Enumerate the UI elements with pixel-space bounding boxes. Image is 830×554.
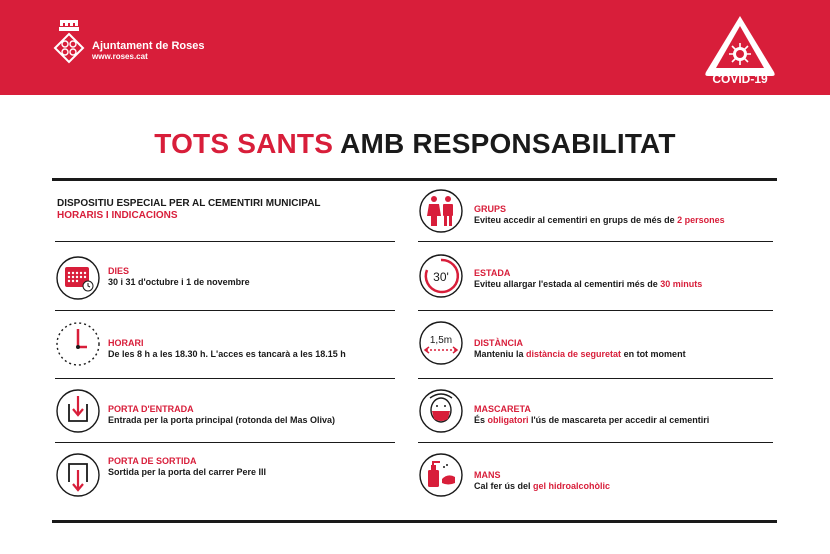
divider [55,310,395,311]
title-black: AMB RESPONSABILITAT [340,128,676,159]
info-heading: MASCARETA [474,404,531,414]
info-text [474,404,794,426]
info-heading: DISTÀNCIA [474,338,523,348]
info-body [474,415,794,426]
info-body-highlight: gel hidroalcohòlic [533,481,611,491]
info-heading: MANS [474,470,501,480]
info-text [108,456,428,478]
info-body-pre: Manteniu la [474,349,527,359]
info-body-highlight: obligatori [487,415,529,425]
coat-of-arms-icon [52,18,86,68]
divider [55,378,395,379]
info-heading: PORTA DE SORTIDA [108,456,197,466]
header-banner [0,0,830,95]
intro-line-2: HORARIS I INDICACIONS [57,210,178,221]
page-title [0,128,830,160]
info-body-post: l'ús de mascareta per accedir al cementiri [528,415,710,425]
info-body: 30 i 31 d'octubre i 1 de novembre [108,277,250,287]
info-body-highlight: distància de seguretat [526,349,622,359]
info-body [474,481,794,492]
info-body: De les 8 h a les 18.30 h. L'acces es tancarà a les 18.15 h [108,349,346,359]
exit-icon [55,452,101,498]
intro [57,198,392,222]
divider [418,241,773,242]
org-name: Ajuntament de Roses [92,40,205,52]
divider [418,310,773,311]
info-heading: HORARI [108,338,144,348]
hand-sanitizer-icon [418,452,464,498]
info-body [474,215,794,226]
info-body [474,279,794,290]
covid-label: COVID-19 [712,72,768,86]
footer-rule [52,520,777,523]
distance-label: 1,5m [429,335,453,346]
info-body-highlight: 30 minuts [660,279,703,289]
info-body-pre: És [474,415,488,425]
info-body-pre: Eviteu accedir al cementiri en grups de més de [474,215,678,225]
info-text [108,404,428,426]
group-icon [418,188,464,234]
brand [92,40,204,62]
info-heading: ESTADA [474,268,511,278]
info-body-post: en tot moment [621,349,686,359]
timer-label: 30' [433,270,449,284]
org-url[interactable]: www.roses.cat [92,52,148,61]
title-red: TOTS SANTS [154,128,334,159]
divider [55,241,395,242]
divider [418,442,773,443]
entrance-icon [55,388,101,434]
clock-icon [55,321,101,367]
info-heading: DIES [108,266,130,276]
info-body-pre: Eviteu allargar l'estada al cementiri més de [474,279,661,289]
info-heading: GRUPS [474,204,507,214]
distance-icon [418,320,464,366]
title-rule [52,178,777,181]
divider [55,442,395,443]
info-text [474,470,794,492]
info-text [474,268,794,290]
divider [418,378,773,379]
info-body-highlight: 2 persones [677,215,725,225]
info-body: Sortida per la porta del carrer Pere III [108,467,267,477]
calendar-icon [55,255,101,301]
timer-icon [418,253,464,299]
intro-line-1: DISPOSITIU ESPECIAL PER AL CEMENTIRI MUNICIPAL [57,198,321,209]
info-body-pre: Cal fer ús del [474,481,534,491]
info-body: Entrada per la porta principal (rotonda del Mas Oliva) [108,415,336,425]
mask-icon [418,388,464,434]
info-heading: PORTA D'ENTRADA [108,404,194,414]
info-text [474,338,794,360]
info-text [108,266,428,288]
info-body [474,349,794,360]
info-text [108,338,428,360]
info-text [474,204,794,226]
